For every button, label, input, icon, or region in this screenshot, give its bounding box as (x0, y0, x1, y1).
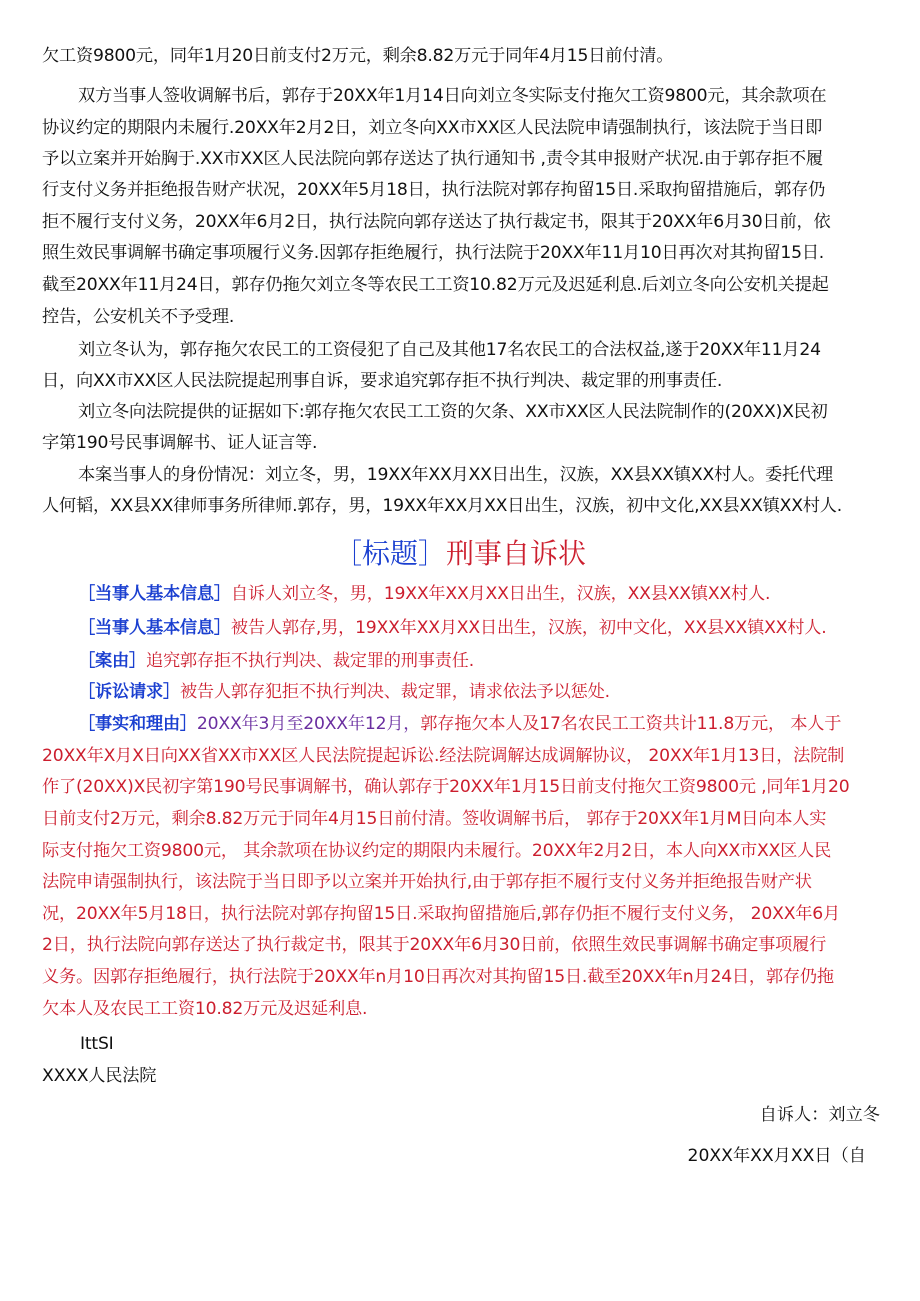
signer: 自诉人：刘立冬 (759, 1105, 880, 1125)
field-tag: ［事实和理由］ (78, 714, 197, 734)
salutation: IttSI (80, 1034, 114, 1054)
field-value: 20XX年3月至20XX年12月， (196, 714, 421, 734)
field-tag: ［诉讼请求］ (78, 682, 180, 702)
field-tag: ［案由］ (78, 651, 146, 671)
facts-line: 2日，执行法院向郭存送达了执行裁定书，限其于20XX年6月30日前，依照生效民事调解书确定事项履行 (42, 935, 827, 955)
body-text-line: 拒不履行支付义务，20XX年6月2日，执行法院向郭存送达了执行裁定书，限其于20XX年6月30日前，依 (42, 212, 831, 232)
party-info-plaintiff (78, 582, 770, 606)
body-text-line: 欠工资9800元，同年1月20日前支付2万元，剩余8.82万元于同年4月15日前付清。 (42, 46, 674, 66)
field-value: 被告人郭存犯拒不执行判决、裁定罪，请求依法予以惩处. (179, 682, 610, 702)
document-title (0, 536, 920, 572)
facts-line: 法院申请强制执行，该法院于当日即予以立案并开始执行,由于郭存拒不履行支付义务并拒绝报告财产状 (42, 872, 812, 892)
sign-date: 20XX年XX月XX日（自 (687, 1146, 866, 1166)
body-text-line: 截至20XX年11月24日，郭存仍拖欠刘立冬等农民工工资10.82万元及迟延利息.后刘立冬向公安机关提起 (42, 275, 829, 295)
facts-line: 欠本人及农民工工资10.82万元及迟延利息. (42, 999, 368, 1019)
title-tag: ［标题］ (333, 537, 446, 570)
field-value: 郭存拖欠本人及17名农民工工资共计11.8万元， 本人于 (420, 714, 842, 734)
facts-line: 20XX年X月X日向XX省XX市XX区人民法院提起诉讼.经法院调解达成调解协议， 20XX年1月13日，法院制 (42, 746, 845, 766)
body-text-line: 人何韬，XX县XX律师事务所律师.郭存，男，19XX年XX月XX日出生，汉族，初中文化,XX县XX镇XX村人. (42, 496, 843, 516)
title-text: 刑事自诉状 (446, 537, 587, 570)
party-info-defendant (78, 616, 826, 640)
body-text-line: 照生效民事调解书确定事项履行义务.因郭存拒绝履行，执行法院于20XX年11月10日再次对其拘留15日. (42, 243, 825, 263)
facts-line: 义务。因郭存拒绝履行，执行法院于20XX年n月10日再次对其拘留15日.截至20XX年n月24日，郭存仍拖 (42, 967, 834, 987)
field-tag: ［当事人基本信息］ (78, 584, 231, 604)
field-value: 被告人郭存,男，19XX年XX月XX日出生，汉族，初中文化，XX县XX镇XX村人. (230, 618, 827, 638)
facts-line: 作了(20XX)X民初字第190号民事调解书，确认郭存于20XX年1月15日前支付拖欠工资9800元 ,同年1月20 (42, 777, 850, 797)
body-text-line: 行支付义务并拒绝报告财产状况，20XX年5月18日，执行法院对郭存拘留15日.采取拘留措施后，郭存仍 (42, 180, 826, 200)
field-tag: ［当事人基本信息］ (78, 618, 231, 638)
body-text-line: 刘立冬向法院提供的证据如下:郭存拖欠农民工工资的欠条、XX市XX区人民法院制作的(20XX)X民初 (78, 402, 828, 422)
body-text-line: 本案当事人的身份情况：刘立冬，男，19XX年XX月XX日出生，汉族，XX县XX镇XX村人。委托代理 (78, 465, 833, 485)
court-name: XXXX人民法院 (42, 1066, 157, 1086)
body-text-line: 字第190号民事调解书、证人证言等. (42, 433, 318, 453)
litigation-claim (78, 680, 610, 704)
facts-line: 日前支付2万元，剩余8.82万元于同年4月15日前付清。签收调解书后， 郭存于20XX年1月M日向本人实 (42, 809, 827, 829)
field-value: 自诉人刘立冬，男，19XX年XX月XX日出生，汉族，XX县XX镇XX村人. (230, 584, 771, 604)
facts-line: 际支付拖欠工资9800元， 其余款项在协议约定的期限内未履行。20XX年2月2日，本人向XX市XX区人民 (42, 841, 832, 861)
body-text-line: 日，向XX市XX区人民法院提起刑事自诉，要求追究郭存拒不执行判决、裁定罪的刑事责任. (42, 371, 723, 391)
body-text-line: 双方当事人签收调解书后，郭存于20XX年1月14日向刘立冬实际支付拖欠工资9800元，其余款项在 (78, 86, 827, 106)
body-text-line: 协议约定的期限内未履行.20XX年2月2日，刘立冬向XX市XX区人民法院申请强制执行，该法院于当日即 (42, 118, 823, 138)
body-text-line: 刘立冬认为，郭存拖欠农民工的工资侵犯了自己及其他17名农民工的合法权益,遂于20XX年11月24 (78, 340, 821, 360)
facts-reasons (78, 712, 841, 736)
facts-line: 况，20XX年5月18日，执行法院对郭存拘留15日.采取拘留措施后,郭存仍拒不履行支付义务， 20XX年6月 (42, 904, 840, 924)
body-text-line: 控告，公安机关不予受理. (42, 307, 235, 327)
body-text-line: 予以立案并开始胸于.XX市XX区人民法院向郭存送达了执行通知书 ,责令其申报财产状况.由于郭存拒不履 (42, 149, 823, 169)
case-cause (78, 649, 474, 673)
field-value: 追究郭存拒不执行判决、裁定罪的刑事责任. (145, 651, 474, 671)
